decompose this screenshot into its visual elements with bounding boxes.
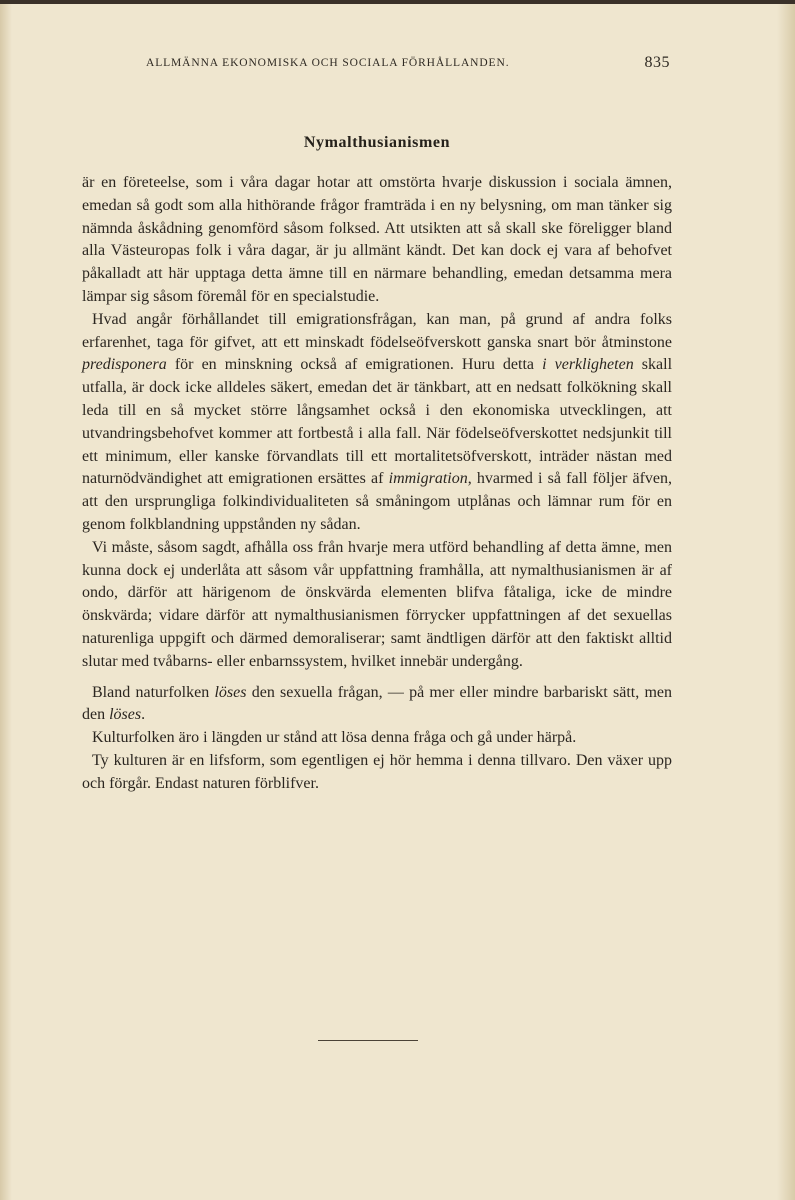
italic-run: löses (214, 683, 247, 701)
text-run: , hvarmed i så fall följer äfven, att den ursprungliga folkindividualiteten så småningom utplånas och lämnar rum för en genom folkblandning uppstånden ny sådan. (82, 470, 673, 533)
paragraph (82, 750, 672, 796)
italic-run: i verkligheten (542, 356, 634, 374)
text-run: Ty kulturen är en lifsform, som egentligen ej hör hemma i denna tillvaro. Den växer upp och förgår. Endast naturen förblifver. (82, 751, 672, 792)
paragraph (82, 682, 672, 728)
italic-run: predisponera (82, 356, 167, 374)
italic-run: immigration (388, 470, 468, 488)
section-title: Nymalthusianismen (303, 134, 451, 151)
italic-run: löses (109, 706, 142, 724)
binding-shadow (0, 4, 12, 1200)
text-run: är en företeelse, som i våra dagar hotar att omstörta hvarje diskussion i sociala ämnen, emedan så godt som alla hithörande frågor framträda i en ny belysning, om man tänker sig nämnda åskådning genomförd såsom folksed. Att utsikten att så skall ske föreligger bland alla Västeuropas folk i våra dagar, är ju allmänt kändt. Det kan dock ej vara af behofvet påkalladt att här upptaga detta ämne till en närmare behandling, emedan detsamma mera lämpar sig såsom föremål för en specialstudie. (82, 174, 672, 305)
text-run: Hvad angår förhållandet till emigrationsfrågan, kan man, på grund af andra folks erfarenhet, taga för gifvet, att ett minskadt födelseöfverskott ganska snart bör åtminstone (82, 310, 672, 351)
paragraph (82, 537, 672, 674)
end-rule (318, 1040, 418, 1041)
body-text (82, 172, 672, 796)
paragraph (82, 172, 672, 309)
paragraph (82, 309, 672, 537)
page-edge-shadow (777, 4, 795, 1200)
text-run: den sexuella frågan, — på mer eller mindre barbariskt sätt, men den (82, 683, 673, 724)
text-run: skall utfalla, är dock icke alldeles säkert, emedan det är tänkbart, att en nedsatt folkökning skall leda till en så mycket större långsamhet också i den ekonomiska utvecklingen, att utvandringsbehofvet kommer att fortbestå i alla fall. När födelseöfverskottet nedsjunkit till ett minimum, eller kanske förvandlats till ett mortalitetsöfverskott, inträder nästan med naturnödvändighet att emigrationen ersättes af (82, 356, 673, 488)
text-run: för en minskning också af emigrationen. Huru detta (166, 356, 543, 374)
paragraph (82, 727, 672, 750)
running-title: ALLMÄNNA EKONOMISKA OCH SOCIALA FÖRHÅLLANDEN. (146, 57, 510, 69)
text-run: . (141, 706, 146, 724)
text-run: Vi måste, såsom sagdt, afhålla oss från hvarje mera utförd behandling af detta ämne, men kunna dock ej underlåta att såsom vår uppfattning framhålla, att nymalthusianismen är af ondo, därför att härigenom de önskvärda elementen blifva fåtaliga, icke de mindre önskvärda; vidare därför att nymalthusianismen förrycker uppfattningen af det sexuellas naturenliga uppgift och därmed demoraliserar; samt ändtligen därför att den faktiskt alltid slutar med tvåbarns- eller enbarnssystem, hvilket innebär undergång. (82, 538, 672, 670)
text-run: Kulturfolken äro i längden ur stånd att lösa denna fråga och gå under härpå. (92, 729, 577, 747)
text-run: Bland naturfolken (92, 683, 215, 701)
page-number: 835 (644, 54, 670, 71)
